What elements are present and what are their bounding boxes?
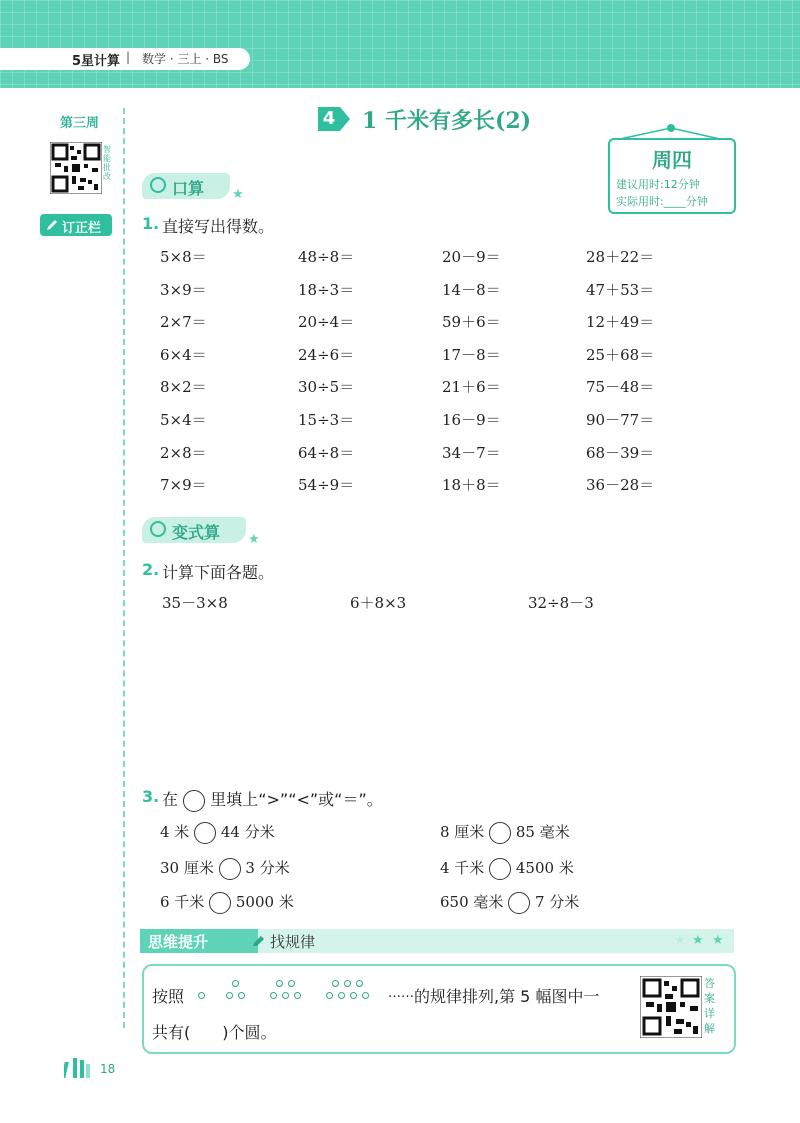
oral-item: 15÷3＝ — [298, 411, 355, 429]
oral-item: 34－7＝ — [442, 444, 501, 462]
pattern-circle — [362, 992, 369, 999]
book-subtitle: 数学 · 三上 · BS — [142, 52, 229, 66]
star-icon: ★ — [232, 187, 244, 202]
star-icon: ★ — [248, 532, 260, 547]
answer-circle[interactable] — [508, 892, 530, 914]
brand-label: 5星计算 — [72, 54, 121, 69]
oral-item: 5×8＝ — [160, 248, 207, 266]
compare-left: 6 千米 — [160, 893, 205, 911]
oral-item: 68－39＝ — [586, 444, 655, 462]
question-number: 3. — [142, 787, 160, 806]
actual-time: 实际用时:____分钟 — [616, 195, 708, 208]
oral-item: 18＋8＝ — [442, 476, 501, 494]
correction-label: 订正栏 — [62, 221, 102, 236]
pattern-figures — [192, 976, 372, 1006]
pattern-circle — [350, 992, 357, 999]
oral-item: 64÷8＝ — [298, 444, 355, 462]
divider-line — [123, 108, 125, 1028]
oral-item: 54÷9＝ — [298, 476, 355, 494]
compare-left: 8 厘米 — [440, 823, 485, 841]
oral-item: 21＋6＝ — [442, 378, 501, 396]
pattern-circle — [282, 992, 289, 999]
qr-caption: 智能批改 — [103, 145, 111, 181]
expression-item: 35－3×8 — [162, 594, 228, 612]
thinking-subtitle: 找规律 — [270, 933, 316, 951]
lesson-title: 1 千米有多长(2) — [362, 108, 532, 134]
compare-right: 7 分米 — [534, 893, 580, 911]
oral-item: 17－8＝ — [442, 346, 501, 364]
answer-qr-caption: 答案详解 — [704, 977, 715, 1035]
pencil-icon — [252, 934, 266, 948]
oral-item: 2×8＝ — [160, 444, 207, 462]
oral-item: 20÷4＝ — [298, 313, 355, 331]
arrow-icon — [340, 107, 350, 131]
compare-right: 85 毫米 — [515, 823, 570, 841]
oral-item: 59＋6＝ — [442, 313, 501, 331]
target-icon — [150, 521, 166, 537]
question-number: 1. — [142, 214, 160, 233]
oral-item: 8×2＝ — [160, 378, 207, 396]
pattern-circle — [276, 980, 283, 987]
header-band — [0, 0, 800, 88]
week-label: 第三周 — [60, 116, 100, 131]
question-text — [162, 787, 383, 812]
compare-left: 30 厘米 — [160, 859, 214, 877]
ellipsis: …… — [388, 986, 414, 1001]
pattern-circle — [238, 992, 245, 999]
question-text-after: 里填上“>”“<”或“＝”。 — [210, 790, 383, 809]
compare-right: 3 分米 — [245, 859, 290, 877]
oral-item: 25＋68＝ — [586, 346, 655, 364]
oral-item: 18÷3＝ — [298, 281, 355, 299]
oral-item: 75－48＝ — [586, 378, 655, 396]
compare-item — [160, 857, 290, 880]
oral-item: 7×9＝ — [160, 476, 207, 494]
oral-item: 14－8＝ — [442, 281, 501, 299]
books-icon — [64, 1056, 94, 1078]
oral-item: 6×4＝ — [160, 346, 207, 364]
pattern-circle — [226, 992, 233, 999]
oral-item: 2×7＝ — [160, 313, 207, 331]
pattern-circle — [338, 992, 345, 999]
day-card — [608, 138, 736, 214]
compare-item — [160, 891, 294, 914]
answer-circle[interactable] — [219, 858, 241, 880]
pattern-circle — [344, 980, 351, 987]
compare-right: 5000 米 — [235, 893, 294, 911]
section-tag-oral — [142, 173, 230, 199]
qr-code-icon[interactable] — [50, 142, 102, 194]
section-label: 变式算 — [172, 523, 221, 542]
brand-separator: | — [126, 50, 131, 64]
oral-item: 90－77＝ — [586, 411, 655, 429]
compare-item — [440, 857, 574, 880]
pattern-circle — [294, 992, 301, 999]
day-label: 周四 — [652, 148, 692, 172]
oral-item: 24÷6＝ — [298, 346, 355, 364]
pattern-circle — [326, 992, 333, 999]
compare-right: 4500 米 — [515, 859, 574, 877]
oral-item: 30÷5＝ — [298, 378, 355, 396]
oral-item: 36－28＝ — [586, 476, 655, 494]
star-icon: ★ — [692, 933, 704, 948]
problem-text-before: 按照 — [152, 987, 185, 1006]
oral-item: 3×9＝ — [160, 281, 207, 299]
answer-circle[interactable] — [489, 858, 511, 880]
problem-text-line2: 共有( )个圆。 — [152, 1023, 277, 1042]
circle-icon — [183, 790, 205, 812]
pattern-circle — [270, 992, 277, 999]
qr-code-icon[interactable] — [640, 976, 702, 1038]
section-tag-variant — [142, 517, 246, 543]
question-text-before: 在 — [162, 790, 179, 809]
question-text: 直接写出得数。 — [162, 217, 275, 236]
oral-item: 16－9＝ — [442, 411, 501, 429]
star-icon: ★ — [712, 933, 724, 948]
pattern-circle — [198, 992, 205, 999]
answer-circle[interactable] — [489, 822, 511, 844]
expression-item: 32÷8－3 — [528, 594, 594, 612]
answer-circle[interactable] — [194, 822, 216, 844]
compare-left: 4 千米 — [440, 859, 485, 877]
answer-circle[interactable] — [209, 892, 231, 914]
oral-item: 48÷8＝ — [298, 248, 355, 266]
problem-text-after: 的规律排列,第 5 幅图中一 — [414, 987, 600, 1006]
oral-item: 28＋22＝ — [586, 248, 655, 266]
pattern-circle — [356, 980, 363, 987]
pattern-circle — [232, 980, 239, 987]
expression-item: 6＋8×3 — [350, 594, 407, 612]
page-number: 18 — [100, 1062, 116, 1076]
oral-item: 12＋49＝ — [586, 313, 655, 331]
compare-left: 650 毫米 — [440, 893, 504, 911]
oral-item: 47＋53＝ — [586, 281, 655, 299]
lesson-number: 4 — [318, 107, 340, 131]
star-icon: ★ — [674, 933, 686, 948]
section-label: 口算 — [172, 179, 205, 198]
pencil-icon — [45, 218, 59, 232]
compare-item — [160, 821, 275, 844]
stopwatch-icon — [150, 177, 166, 193]
compare-item — [440, 891, 579, 914]
correction-tag — [40, 214, 112, 236]
suggested-time: 建议用时:12分钟 — [616, 178, 700, 191]
oral-item: 5×4＝ — [160, 411, 207, 429]
pattern-circle — [288, 980, 295, 987]
thinking-tag-label: 思维提升 — [148, 933, 209, 951]
thinking-tag — [140, 929, 258, 953]
compare-item — [440, 821, 570, 844]
pattern-circle — [332, 980, 339, 987]
compare-right: 44 分米 — [220, 823, 275, 841]
question-text: 计算下面各题。 — [162, 563, 275, 582]
question-number: 2. — [142, 560, 160, 579]
compare-left: 4 米 — [160, 823, 190, 841]
oral-item: 20－9＝ — [442, 248, 501, 266]
